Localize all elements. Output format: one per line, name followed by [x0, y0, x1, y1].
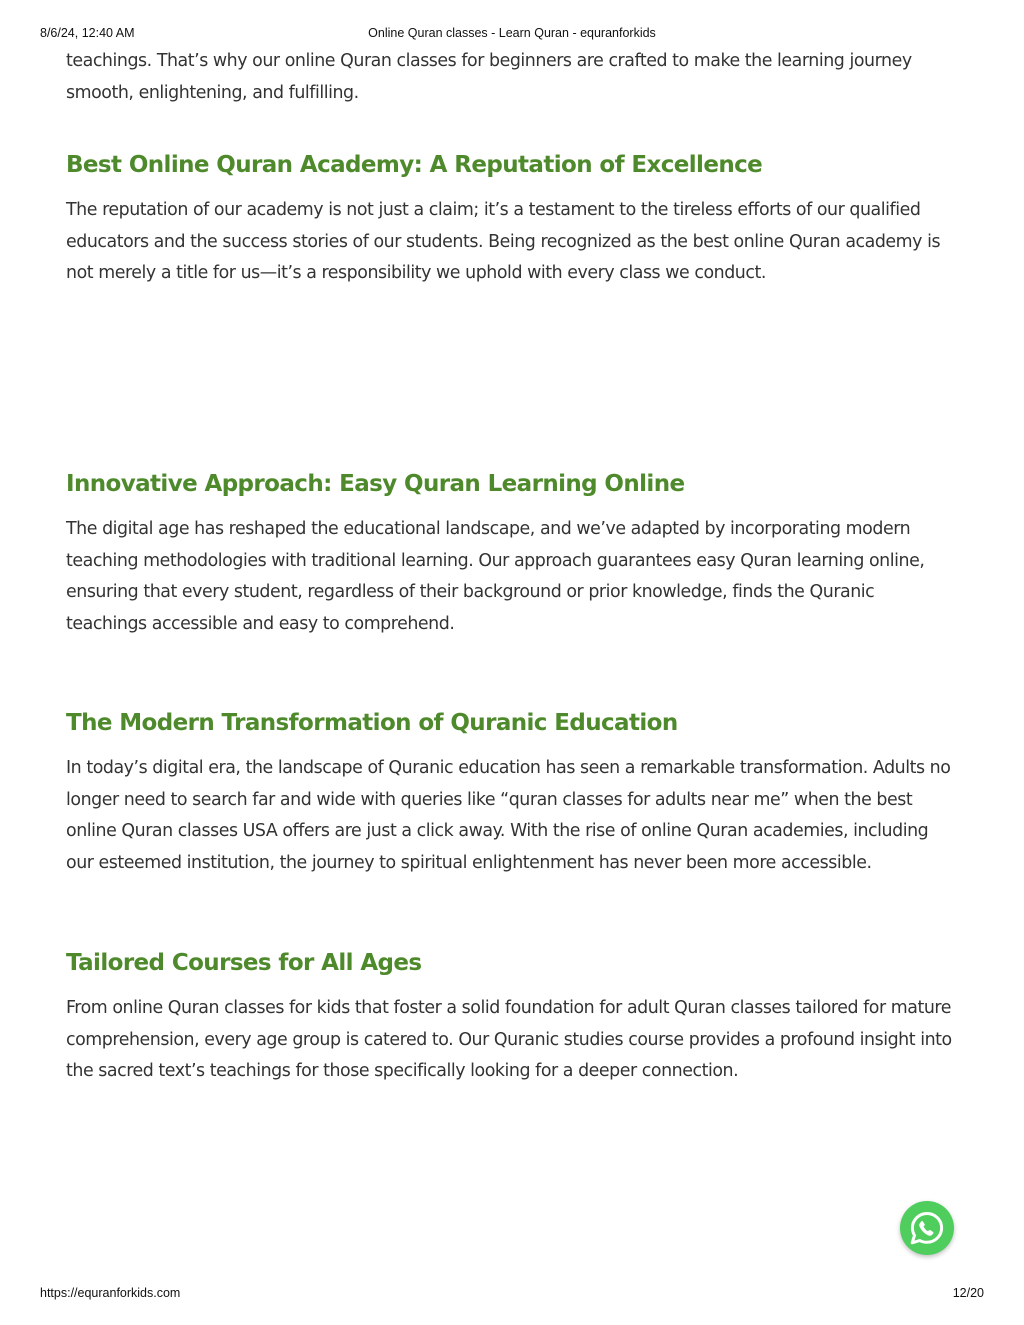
whatsapp-chat-button[interactable] — [900, 1201, 954, 1255]
print-header — [40, 26, 984, 42]
section-body: In today’s digital era, the landscape of Quranic education has seen a remarkable transformation. Adults no longer need to search far and wide with queries like “quran classes for adults near me” when the best online Quran classes USA offers are just a click away. With the rise of online Quran academies, including our esteemed institution, the journey to spiritual enlightenment has never been more accessible. — [66, 758, 951, 873]
section-heading: Tailored Courses for All Ages — [66, 950, 422, 976]
section-heading: The Modern Transformation of Quranic Education — [66, 710, 678, 736]
print-page-title: Online Quran classes - Learn Quran - equranforkids — [368, 26, 656, 40]
print-footer — [40, 1286, 984, 1302]
print-url: https://equranforkids.com — [40, 1286, 181, 1300]
whatsapp-icon — [900, 1201, 954, 1255]
section-reputation — [66, 150, 958, 290]
print-datetime: 8/6/24, 12:40 AM — [40, 26, 135, 40]
section-heading: Best Online Quran Academy: A Reputation of Excellence — [66, 152, 763, 178]
section-body: The digital age has reshaped the educational landscape, and we’ve adapted by incorporating modern teaching methodologies with traditional learning. Our approach guarantees easy Quran learning online, ensuring that every student, regardless of their background or prior knowledge, finds the Quranic teachings accessible and easy to comprehend. — [66, 519, 925, 634]
section-modern-transformation — [66, 708, 958, 879]
section-body: The reputation of our academy is not just a claim; it’s a testament to the tireless efforts of our qualified educators and the success stories of our students. Being recognized as the best online Quran academy is not merely a title for us—it’s a responsibility we uphold with every class we conduct. — [66, 200, 941, 284]
section-innovative-approach — [66, 469, 958, 640]
intro-paragraph: teachings. That’s why our online Quran classes for beginners are crafted to make the learning journey smooth, enlightening, and fulfilling. — [66, 51, 912, 103]
section-body: From online Quran classes for kids that foster a solid foundation for adult Quran classes tailored for mature comprehension, every age group is catered to. Our Quranic studies course provides a profound insight into the sacred text’s teachings for those specifically looking for a deeper connection. — [66, 998, 952, 1082]
page-number: 12/20 — [952, 1286, 984, 1300]
section-tailored-courses — [66, 948, 958, 1088]
section-heading: Innovative Approach: Easy Quran Learning Online — [66, 471, 685, 497]
